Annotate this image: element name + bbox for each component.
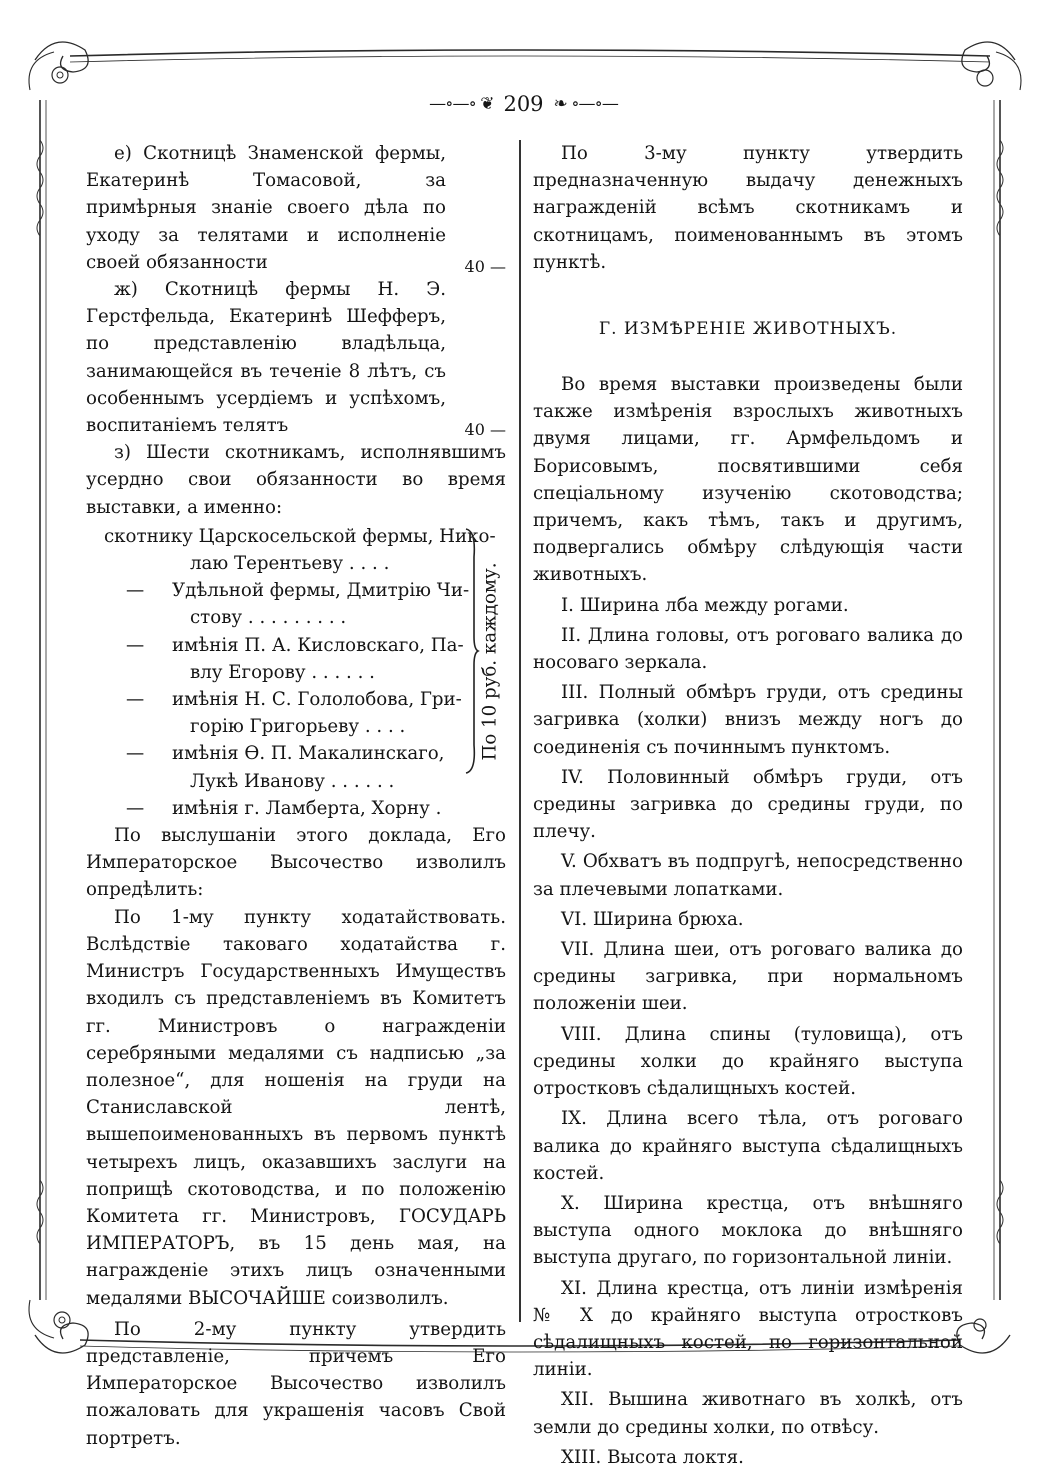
decision-point-3: По 3-му пункту утвердить предназначенную выдачу денежныхъ награжденій всѣмъ скотникамъ и скотницамъ, поименованнымъ въ этомъ пунктѣ. (533, 143, 963, 273)
left-column (86, 140, 506, 1452)
measure-item: XI. Длина крестца, отъ линіи измѣренія № X до крайняго выступа отростковъ сѣдалищныхъ костей, по горизонтальной линіи. (533, 1277, 963, 1381)
list-item-line: Удѣльной фермы, Дмитрію Чи- (172, 580, 470, 602)
list-item-line: скотнику Царскосельской фермы, Нико- (104, 525, 496, 547)
measure-item: VI. Ширина брюха. (561, 908, 744, 930)
column-divider (519, 140, 521, 1322)
decision-point-1: По 1-му пункту ходатайствовать. Вслѣдствіе таковаго ходатайства г. Министръ Государственныхъ Имуществъ входилъ съ представленіемъ въ Комитетъ гг. Министровъ о награжденіи серебряными медалями съ надписью „за полезное“, для ношенія на груди на Станиславской лентѣ, вышепоименованныхъ въ первомъ пунктѣ четырехъ лицъ, оказавшихъ заслуги на поприщѣ скотоводства, и по положенію Комитета гг. Министровъ, ГОСУДАРЬ ИМПЕРАТОРЪ, въ 15 день мая, на награжденіе этихъ лицъ означенными медалями ВЫСОЧАЙШЕ соизволилъ. (86, 906, 506, 1309)
page-header (0, 92, 1047, 116)
award-zh (86, 276, 506, 439)
award-e-amount: 40 — (464, 257, 506, 277)
left-ornament: —∘—∘ ❦ (429, 94, 494, 114)
measurement-intro: Во время выставки произведены были также измѣренія взрослыхъ животныхъ двумя лицами, гг. Армфельдомъ и Борисовымъ, посвятившими себя спеціальному изученію скотоводства; причемъ, какъ тѣмъ, такъ и другимъ, подвергались обмѣру слѣдующія части животныхъ. (533, 374, 963, 586)
list-item (86, 740, 506, 794)
measure-item: X. Ширина крестца, отъ внѣшняго выступа одного моклока до внѣшняго выступа другаго, по горизонтальной линіи. (533, 1192, 963, 1269)
list-item-line: лаю Терентьеву . . . . (190, 553, 390, 575)
measure-item: IV. Половинный обмѣръ груди, отъ средины загривка до средины груди, по плечу. (533, 766, 963, 843)
decision-point-2: По 2-му пункту утвердить представленіе, причемъ Его Императорское Высочество изволилъ пожаловать для украшенія часовъ Свой портретъ. (86, 1318, 506, 1449)
list-item-line: имѣнія Н. С. Гололобова, Гри- (172, 689, 462, 711)
list-dash: — (126, 634, 145, 656)
measure-item: IX. Длина всего тѣла, отъ роговаго валика до крайняго выступа сѣдалищныхъ костей. (533, 1108, 963, 1184)
list-dash: — (126, 743, 145, 765)
list-dash: — (126, 580, 145, 602)
list-item-line: Лукѣ Иванову . . . . . . (190, 770, 395, 792)
right-column (533, 140, 963, 1471)
list-item-line: имѣнія Ѳ. П. Макалинскаго, (172, 743, 445, 765)
section-title: Г. ИЗМѢРЕНІЕ ЖИВОТНЫХЪ. (598, 319, 898, 340)
measure-item: VII. Длина шеи, отъ роговаго валика до средины загривка, при нормальномъ положеніи шеи. (533, 939, 963, 1015)
measure-item: II. Длина головы, отъ роговаго валика до носоваго зеркала. (533, 624, 963, 674)
list-item-line: горію Григорьеву . . . . (190, 716, 406, 738)
award-zh-text: ж) Скотницѣ фермы Н. Э. Герстфельда, Екатеринѣ Шефферъ, по представленію владѣльца, занимающейся въ теченіе 8 лѣтъ, съ особеннымъ усердіемъ и успѣхомъ, воспитаніемъ телятъ (86, 279, 446, 437)
list-item-line: стову . . . . . . . . . (190, 607, 347, 629)
list-item (86, 632, 506, 686)
amount-note (470, 557, 510, 767)
list-item (86, 795, 506, 822)
list-item-line: имѣнія П. А. Кисловскаго, Па- (172, 634, 464, 656)
list-dash: — (126, 689, 145, 711)
list-dash: — (126, 797, 145, 819)
right-ornament: ❧ ∘—∘— (553, 94, 618, 114)
list-item-line: имѣнія г. Ламберта, Хорну . (172, 797, 442, 819)
list-item (86, 686, 506, 740)
herdsmen-list (86, 523, 506, 822)
award-zh-amount: 40 — (464, 420, 506, 440)
list-item (86, 577, 506, 631)
award-e-text: е) Скотницѣ Знаменской фермы, Екатеринѣ Томасовой, за примѣрныя знаніе своего дѣла по уходу за телятами и исполненіе своей обязанности (86, 143, 446, 273)
page-number: 209 (503, 92, 544, 116)
list-item-line: влу Егорову . . . . . . (190, 661, 375, 683)
decision-intro: По выслушаніи этого доклада, Его Императорское Высочество изволилъ опредѣлить: (86, 825, 506, 901)
measure-item: I. Ширина лба между рогами. (561, 594, 849, 616)
measure-item: VIII. Длина спины (туловища), отъ средины холки до крайняго выступа отростковъ сѣдалищныхъ костей. (533, 1023, 963, 1100)
award-e (86, 140, 506, 276)
measure-item: XII. Вышина животнаго въ холкѣ, отъ земли до средины холки, по отвѣсу. (533, 1389, 963, 1438)
measure-item: XIII. Высота локтя. (561, 1446, 744, 1468)
measure-item: III. Полный обмѣръ груди, отъ средины загривка (холки) внизъ между ногъ до соединенія съ починнымъ пунктомъ. (533, 682, 963, 758)
amount-note-text: По 10 руб. каждому. (479, 562, 501, 761)
measure-item: V. Обхватъ въ подпругѣ, непосредственно за плечевыми лопатками. (533, 851, 963, 900)
award-z-text: з) Шести скотникамъ, исполнявшимъ усердно свои обязанности во время выставки, а именно: (86, 442, 506, 518)
list-item (86, 523, 506, 577)
